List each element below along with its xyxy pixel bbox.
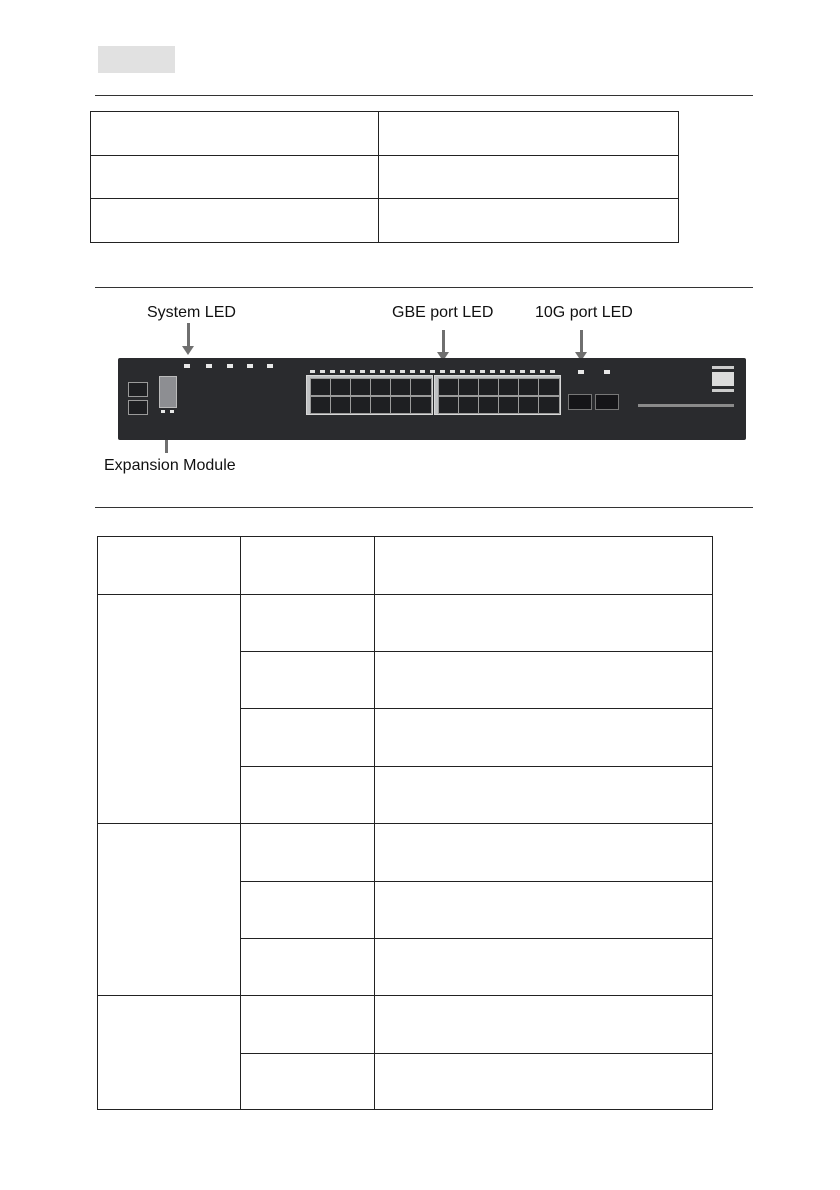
brand-logo — [712, 366, 734, 396]
system-led — [247, 364, 253, 368]
table-row — [98, 996, 713, 1054]
gbe-port-led-row — [310, 370, 560, 373]
10g-led-arrow — [580, 330, 583, 352]
gbe-port-block-1 — [306, 375, 433, 415]
10g-port-led-label: 10G port LED — [535, 304, 633, 321]
table-row — [98, 537, 713, 595]
system-led-arrow — [187, 323, 190, 346]
10g-port-led — [604, 370, 610, 374]
console-port — [128, 382, 148, 397]
expansion-module-label: Expansion Module — [104, 457, 236, 474]
section-tab — [98, 46, 175, 73]
gbe-port-block-2 — [434, 375, 561, 415]
system-led — [206, 364, 212, 368]
table-row — [91, 199, 679, 243]
table-row — [91, 156, 679, 199]
expansion-led — [170, 410, 174, 413]
system-led-label: System LED — [147, 304, 236, 321]
model-caption — [638, 404, 734, 407]
system-led — [227, 364, 233, 368]
sfp-port — [568, 394, 592, 410]
table-row — [91, 112, 679, 156]
header-rule — [95, 95, 753, 96]
table-row — [98, 824, 713, 882]
section-rule-1 — [95, 287, 753, 288]
10g-port-led — [578, 370, 584, 374]
sfp-port — [595, 394, 619, 410]
mgmt-port — [128, 400, 148, 415]
expansion-led — [161, 410, 165, 413]
section-rule-2 — [95, 507, 753, 508]
system-led — [184, 364, 190, 368]
expansion-module-slot — [159, 376, 177, 408]
switch-front-panel — [118, 358, 746, 440]
system-led — [267, 364, 273, 368]
gbe-led-arrow — [442, 330, 445, 352]
gbe-port-led-label: GBE port LED — [392, 304, 494, 321]
arrow-down-icon — [182, 346, 194, 355]
spec-table — [90, 111, 679, 243]
led-table — [97, 536, 713, 1110]
table-row — [98, 595, 713, 652]
